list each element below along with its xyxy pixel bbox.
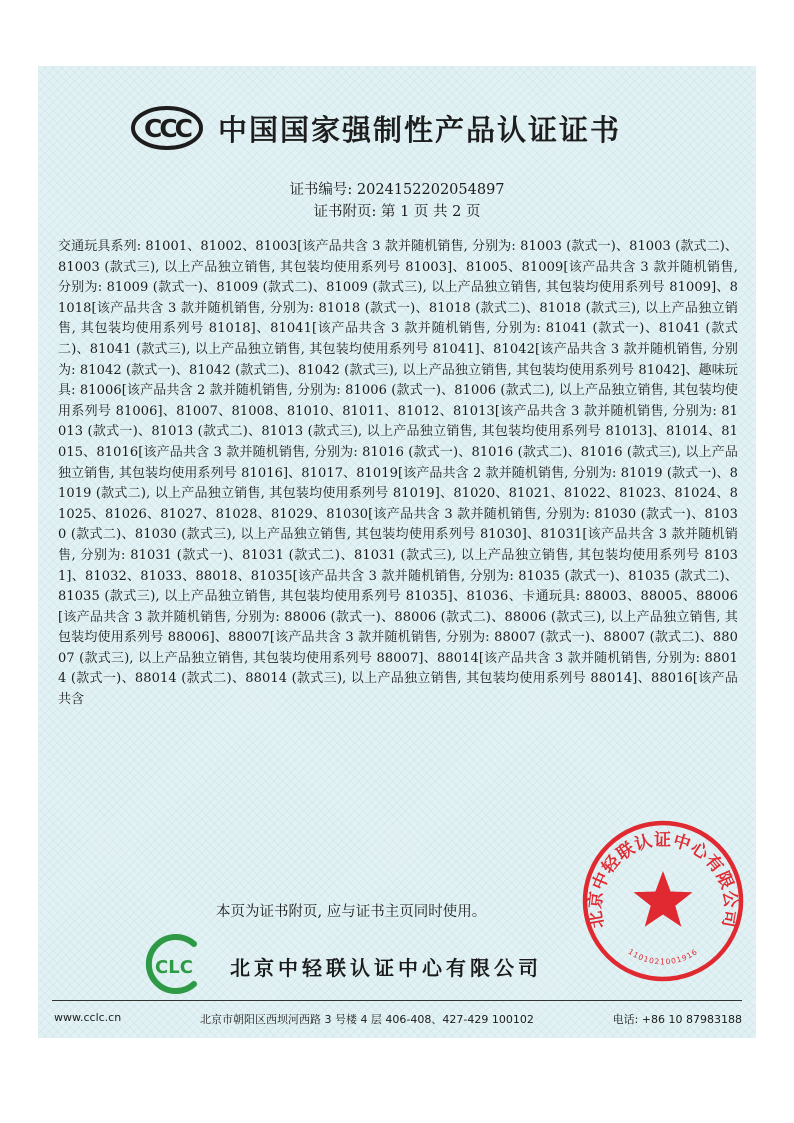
certificate-title: 中国国家强制性产品认证证书 bbox=[218, 112, 622, 147]
certificate-header bbox=[130, 104, 621, 152]
footer-phone: 电话: +86 10 87983188 bbox=[612, 1013, 742, 1026]
svg-text:CLC: CLC bbox=[155, 957, 193, 978]
issuer-name: 北京中轻联认证中心有限公司 bbox=[230, 956, 542, 980]
svg-text:CCC: CCC bbox=[143, 114, 191, 143]
certificate-number: 证书编号: 2024152202054897 bbox=[289, 182, 505, 198]
ccc-mark-icon bbox=[130, 105, 204, 151]
svg-text:1101021001916: 1101021001916 bbox=[626, 947, 700, 967]
footer bbox=[54, 1011, 742, 1027]
red-seal-icon bbox=[580, 818, 746, 984]
footer-address: 北京市朝阳区西坝河西路 3 号楼 4 层 406-408、427-429 100102 bbox=[199, 1013, 534, 1026]
footer-website: www.cclc.cn bbox=[54, 1011, 122, 1024]
footer-divider bbox=[52, 1000, 742, 1001]
appendix-notice: 本页为证书附页, 应与证书主页同时使用。 bbox=[216, 904, 487, 920]
clc-logo-icon bbox=[136, 932, 216, 996]
certificate-sheet bbox=[38, 66, 756, 1038]
certificate-page-info: 证书附页: 第 1 页 共 2 页 bbox=[313, 204, 481, 220]
svg-text:北京中轻联认证中心有限公司: 北京中轻联认证中心有限公司 bbox=[585, 830, 741, 930]
product-list-text: 交通玩具系列: 81001、81002、81003[该产品共含 3 款并随机销售, 分别为: 81003 (款式一)、81003 (款式二)、81003 (款式三), 以上产品独立销售, 其包装均使用系列号 81003]、81005、81009[该产品共含 3 款并随机销售, 分别为: 81009 (款式一)、81009 (款式二)、81009 (款式三), 以上产品独立销售, 其包装均使用系列号 81009]、81018[该产品共含 3 款并随机销售, 分别为: 81018 (款式一)、81018 (款式二)、81018 (款式三), 以上产品独立销售, 其包装均使用系列号 81018]、81041[该产品共含 3 款并随机销售, 分别为: 81041 (款式一)、81041 (款式二)、81041 (款式三), 以上产品独立销售, 其包装均使用系列号 81041]、81042[该产品共含 3 款并随机销售, 分别为: 81042 (款式一)、81042 (款式二)、81042 (款式三), 以上产品独立销售, 其包装均使用系列号 81042]、趣味玩具: 81006[该产品共含 2 款并随机销售, 分别为: 81006 (款式一)、81006 (款式二), 以上产品独立销售, 其包装均使用系列号 81006]、81007、81008、81010、81011、81012、81013[该产品共含 3 款并随机销售, 分别为: 81013 (款式一)、81013 (款式二)、81013 (款式三), 以上产品独立销售, 其包装均使用系列号 81013]、81014、81015、81016[该产品共含 3 款并随机销售, 分别为: 81016 (款式一)、81016 (款式二)、81016 (款式三), 以上产品独立销售, 其包装均使用系列号 81016]、81017、81019[该产品共含 2 款并随机销售, 分别为: 81019 (款式一)、81019 (款式二), 以上产品独立销售, 其包装均使用系列号 81019]、81020、81021、81022、81023、81024、81025、81026、81027、81028、81029、81030[该产品共含 3 款并随机销售, 分别为: 81030 (款式一)、81030 (款式二)、81030 (款式三), 以上产品独立销售, 其包装均使用系列号 81030]、81031[该产品共含 3 款并随机销售, 分别为: 81031 (款式一)、81031 (款式二)、81031 (款式三), 以上产品独立销售, 其包装均使用系列号 81031]、81032、81033、88018、81035[该产品共含 3 款并随机销售, 分别为: 81035 (款式一)、81035 (款式二)、81035 (款式三), 以上产品独立销售, 其包装均使用系列号 81035]、81036、卡通玩具: 88003、88005、88006[该产品共含 3 款并随机销售, 分别为: 88006 (款式一)、88006 (款式二)、88006 (款式三), 以上产品独立销售, 其包装均使用系列号 88006]、88007[该产品共含 3 款并随机销售, 分别为: 88007 (款式一)、88007 (款式二)、88007 (款式三), 以上产品独立销售, 其包装均使用系列号 88007]、88014[该产品共含 3 款并随机销售, 分别为: 88014 (款式一)、88014 (款式二)、88014 (款式三), 以上产品独立销售, 其包装均使用系列号 88014]、88016[该产品共含 bbox=[58, 239, 738, 708]
